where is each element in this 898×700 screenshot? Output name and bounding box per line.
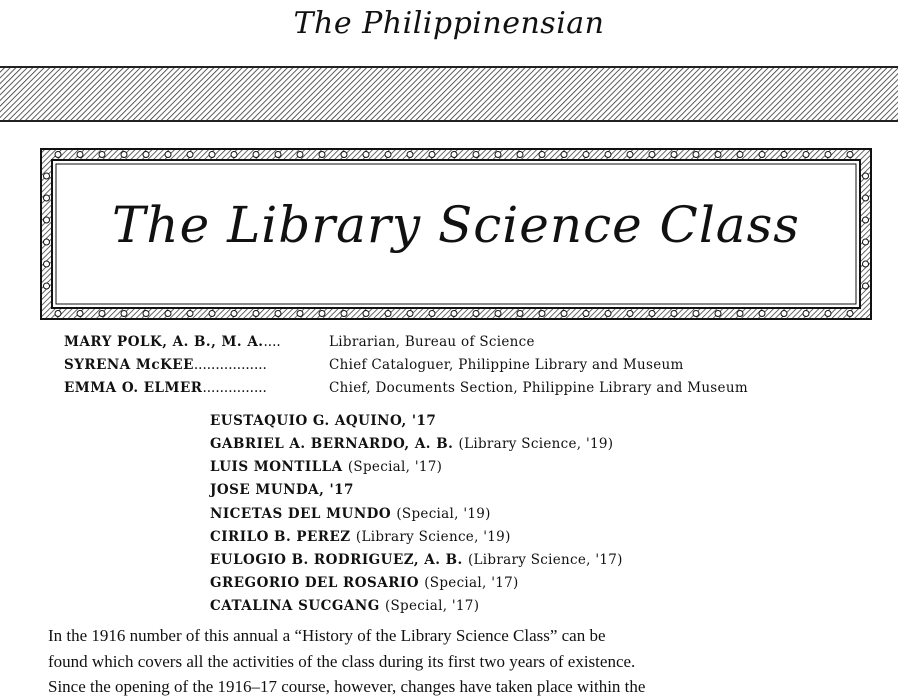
frame-ornament-dot [55,152,61,158]
frame-ornament-dot [737,152,743,158]
frame-ornament-dot [671,152,677,158]
frame-ornament-dot [209,152,215,158]
student-entry [210,436,613,452]
frame-ornament-dot [209,311,215,317]
frame-ornament-dot [143,152,149,158]
frame-ornament-dot [451,311,457,317]
frame-ornament-dot [539,152,545,158]
frame-ornament-dot [275,152,281,158]
frame-ornament-dot [44,283,50,289]
frame-ornament-dot [143,311,149,317]
frame-ornament-dot [863,173,869,179]
faculty-line [64,357,884,373]
student-name: CATALINA SUCGANG [210,598,380,614]
student-detail: (Special, '17) [347,459,443,475]
student-name: LUIS MONTILLA [210,459,343,475]
student-entry [210,598,479,614]
faculty-line [64,334,884,350]
frame-ornament-dot [605,311,611,317]
frame-ornament-dot [737,311,743,317]
student-name: JOSE MUNDA, '17 [210,482,354,498]
frame-ornament-dot [253,152,259,158]
frame-ornament-dot [319,152,325,158]
frame-ornament-dot [429,311,435,317]
running-head: The Philippinensian [293,6,605,41]
frame-ornament-dot [275,311,281,317]
frame-ornament-dot [847,311,853,317]
frame-ornament-dot [671,311,677,317]
frame-ornament-dot [825,311,831,317]
frame-ornament-dot [451,152,457,158]
frame-ornament-dot [825,152,831,158]
faculty-role: Chief, Documents Section, Philippine Library and Museum [329,380,748,396]
frame-ornament-dot [165,311,171,317]
frame-ornament-dot [77,152,83,158]
body-paragraph-line: In the 1916 number of this annual a “History of the Library Science Class” can be [48,626,606,645]
frame-ornament-dot [231,152,237,158]
frame-ornament-dot [121,152,127,158]
frame-ornament-dot [649,152,655,158]
frame-ornament-dot [385,311,391,317]
frame-ornament-dot [77,311,83,317]
frame-ornament-dot [297,311,303,317]
faculty-role: Chief Cataloguer, Philippine Library and Museum [329,357,684,373]
frame-ornament-dot [539,311,545,317]
student-detail: (Library Science, '19) [355,529,511,545]
student-entry [210,482,354,498]
frame-ornament-dot [863,283,869,289]
frame-ornament-dot [715,311,721,317]
student-name: NICETAS DEL MUNDO [210,506,392,522]
frame-ornament-dot [253,311,259,317]
student-name: GREGORIO DEL ROSARIO [210,575,420,591]
frame-ornament-dot [649,311,655,317]
frame-ornament-dot [407,311,413,317]
frame-ornament-dot [759,152,765,158]
student-name: CIRILO B. PEREZ [210,529,351,545]
frame-ornament-dot [759,311,765,317]
frame-ornament-dot [627,152,633,158]
student-entry [210,506,491,522]
leader-dots: ............... [202,380,267,396]
frame-ornament-dot [803,152,809,158]
faculty-role: Librarian, Bureau of Science [329,334,535,350]
body-paragraph-line: Since the opening of the 1916–17 course, however, changes have taken place within the [48,677,646,696]
leader-dots: ................. [193,357,267,373]
body-paragraph-line: found which covers all the activities of the class during its first two years of existence. [48,652,636,671]
frame-ornament-dot [847,152,853,158]
frame-ornament-dot [363,152,369,158]
student-entry [210,413,436,429]
frame-ornament-dot [781,311,787,317]
frame-ornament-dot [121,311,127,317]
frame-ornament-dot [297,152,303,158]
frame-ornament-dot [693,152,699,158]
frame-ornament-dot [341,311,347,317]
frame-ornament-dot [561,311,567,317]
frame-ornament-dot [781,152,787,158]
frame-ornament-dot [341,152,347,158]
student-detail: (Special, '17) [424,575,519,591]
faculty-line [64,380,884,396]
frame-ornament-dot [583,311,589,317]
frame-ornament-dot [803,311,809,317]
frame-ornament-dot [495,311,501,317]
frame-ornament-dot [44,173,50,179]
frame-ornament-dot [385,152,391,158]
frame-ornament-dot [429,152,435,158]
frame-ornament-dot [55,311,61,317]
section-title: The Library Science Class [112,196,800,254]
frame-ornament-dot [473,152,479,158]
frame-ornament-dot [863,261,869,267]
student-name: EUSTAQUIO G. AQUINO, '17 [210,413,437,429]
student-detail: (Special, '17) [384,598,480,614]
student-entry [210,552,623,568]
hatched-rule [0,66,898,122]
student-name: GABRIEL A. BERNARDO, A. B. [210,436,454,452]
faculty-name: EMMA O. ELMER [64,380,203,396]
frame-ornament-dot [231,311,237,317]
frame-ornament-dot [561,152,567,158]
frame-ornament-dot [627,311,633,317]
student-detail: (Library Science, '17) [467,552,623,568]
frame-ornament-dot [363,311,369,317]
frame-ornament-dot [517,152,523,158]
student-detail: (Library Science, '19) [458,436,614,452]
frame-ornament-dot [693,311,699,317]
frame-ornament-dot [187,311,193,317]
frame-ornament-dot [44,261,50,267]
student-entry [210,459,442,475]
frame-ornament-dot [319,311,325,317]
frame-ornament-dot [473,311,479,317]
student-name: EULOGIO B. RODRIGUEZ, A. B. [210,552,463,568]
frame-ornament-dot [495,152,501,158]
frame-ornament-dot [407,152,413,158]
frame-ornament-dot [99,152,105,158]
faculty-name: SYRENA McKEE [64,357,194,373]
frame-ornament-dot [583,152,589,158]
frame-ornament-dot [187,152,193,158]
frame-ornament-dot [165,152,171,158]
frame-ornament-dot [715,152,721,158]
leader-dots: .... [263,334,281,350]
student-entry [210,529,511,545]
frame-ornament-dot [517,311,523,317]
frame-ornament-dot [99,311,105,317]
faculty-name: MARY POLK, A. B., M. A. [64,334,264,350]
frame-ornament-dot [605,152,611,158]
student-detail: (Special, '19) [396,506,491,522]
student-entry [210,575,519,591]
